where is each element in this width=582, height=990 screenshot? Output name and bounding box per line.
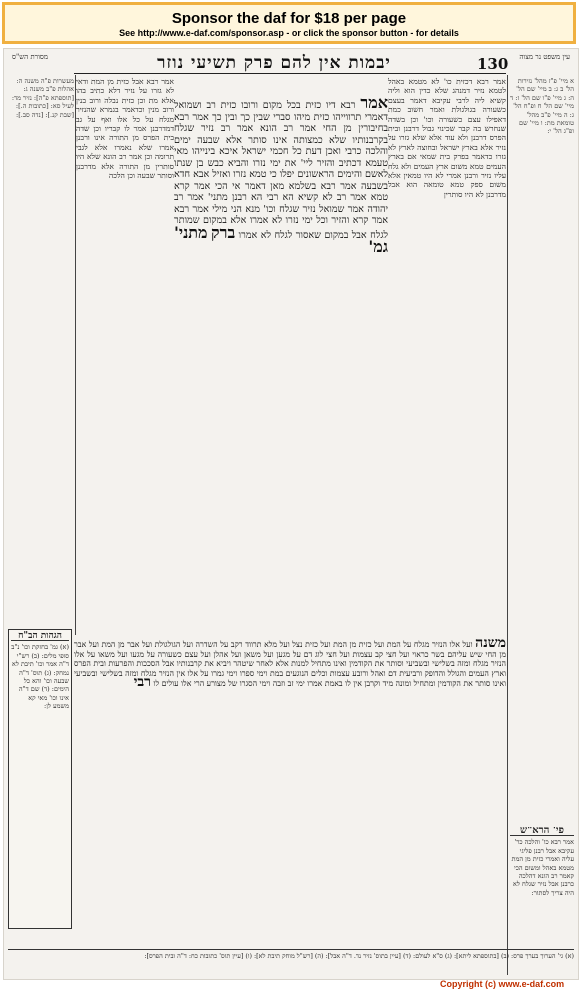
rosh-title: פי' הרא"ש xyxy=(510,827,574,836)
ein-mishpat-column: א מיי' פ"ז מהל' נזירות הל' ב ג: ב מיי' שם הל' ה: ג מיי' פ"ו שם הל' ז: ד מיי' שם הל' ח ופ"ח הל' ג: ה מיי' פ"ב מהל' טומאת מת: ו מיי' שם ופ"ג הל' י: xyxy=(510,77,574,136)
talmud-page-scan xyxy=(3,48,579,980)
gemara-text: רבא דיו כזית בכל מקום ורובו כזית רב ושמואל דאמרי תרווייהו כזית מיהו סברי שבין כך ובין כך אמר רבא בחיבורין מן החי אמר רב הונא אמר רב נזיר שגלח בקרבנותיו שלא כמצותה אינו סותר אלא שבעה ימים והלכה כרבי ואכן דעת כל חכמי ישראל איכא בינייהו מאי טעמא דכתיב והזיר ליי' את ימי נזרו והביא כבש בן שנתו לאשם והימים הראשונים יפלו כי טמא נזרו ואזיל אבא חדא בשבעה אמר רבא בשלמא מאן דאמר אי הכי אמר קרא טמא אמר רב לא קשיא הא רבי הא רבנן מתני' אמר רב יהודה אמר שמואל נזיר שגלח וכו' מנא הני מילי אמר רבא אמר קרא והזיר וכל ימי נזרו לא אמרו אלא במקום שמותר לגלח אבל במקום שאסור לגלח לא אמרו xyxy=(174,100,388,241)
tosafot-commentary xyxy=(76,77,174,637)
gemara-label-gemara: גמ' xyxy=(368,237,388,256)
margin-right-header: עין משפט נר מצוה xyxy=(519,53,570,61)
gemara-text-block xyxy=(174,97,388,709)
sponsor-banner[interactable] xyxy=(2,2,576,44)
rashi-text: אמר רבא דכזית כו' לא מטמא באהל לטמא נזיר דמנהג שלא כדין הוא וליה קשיא ליה לרבי עקיבא דאמר בעצם כשעורה בגולגולת ואמר חשוב כמת דאפילו עצם כשעורה וכו' וכן בשדה שנחרש בה קבר שכינוי גבול דרבנן ובית הפרס דרבנן ולא עוד אלא שלא גזרו על נזיר אלא בארץ ישראל ובחוצה לארץ לא גזרו כדאמר בפרק בית שמאי אם בארץ העמים טמא משום ארץ העמים ולא גלח עליו נזיר ורבנן אמרי לא היו טמאין אלא משום ספק טמא טומאה הוא אבל מדרבנן לא היו סותרין xyxy=(388,77,506,199)
mesoret-hashas-column: מעשרות פ"ה משנה ה: אהלות פ"ב משנה ג: [תוספתא פ"ה]: נזיר מד: לעיל סא: [כתובות ה.]: [שבת קנ.]: [נדה סב.]: xyxy=(11,77,74,119)
copyright-link[interactable]: Copyright (c) www.e-daf.com xyxy=(440,979,565,989)
hagahot-text: (א) גמ' בחזקת וכו' נ"ב סופי מלים: (ב) רש"י ד"ה אמר וכו' תיבת לא נמחק: (ג) תוס' ד"ה שבעה וכו' והא כל הימים: (ד) שם ד"ה אינו וכו' מאי קא משמע לן: xyxy=(11,643,69,711)
lower-text: ועל אלו הנזיר מגלח על המת ועל כזית מן המת ועל כזית נצל ועל מלא תרווד רקב על השדרה ועל הגולגולת ועל אבר מן המת ועל אבר מן החי שיש עליהם בשר כראוי ועל חצי קב עצמות ועל חצי לוג דם על מגען ועל משאן ועל אהלן ועל עצם כשעורה על מגעו ועל משאו על אלו הנזיר מגלח ומזה בשלישי ובשביעי וסותר את הקודמין ואינו מתחיל למנות אלא לאחר שיטהר ויביא את קרבנותיו אבל הסככות והפרעות ובית הפרס וארץ העמים והגולל והדופק ורביעית דם ואהל ורובע עצמות וכלים הנוגעים במת וימי ספרו וימי גמרו על אלו אין הנזיר מגלח ומזה בשלישי ובשביעי ואינו סותר את הקודמין ומתחיל ומונה מיד וקרבן אין לו באמת אמרו ימי זב וזבה וימי הסגרו של מצורע הרי אלו עולים לו xyxy=(74,640,506,689)
lower-opening-word: משנה xyxy=(475,639,506,651)
page-number: 130 xyxy=(477,55,509,73)
gemara-label-barak: ברק xyxy=(211,222,236,242)
sponsor-subtitle[interactable]: See http://www.e-daf.com/sponsor.asp - or click the sponsor button - for details xyxy=(119,28,459,38)
margin-left-header: מסורת הש"ס xyxy=(12,53,49,61)
gemara-label-matni: מתני' xyxy=(174,222,208,242)
sponsor-title[interactable]: Sponsor the daf for $18 per page xyxy=(171,10,407,27)
right-margin-divider xyxy=(507,75,508,975)
tosafot-text: אמר רבא אבל כזית מן המת ודאי לא גזרו על נזיר דלא כתיב בהו אלא מת וכן כזית נבלה ורוב בנין ורוב מנין וכדאמר בגמרא שהנזיר מגלח על כל אלו ואף על גב דמדרבנן אמר לו קבריו וכן שדה בית הפרס מן התורה אינו ורבנן אמרו שלא נאמרו אלא לגבי תרומה וכן אמר רב הונא שלא היו סותרין מן התורה אלא מדרבנן וסותר שבעה וכן הלכה xyxy=(76,77,174,181)
hagahot-title: הגהות הב"ח xyxy=(11,632,69,641)
lower-label-rabbi: רבי xyxy=(133,674,151,691)
rosh-text: אמר רבא כו' והלכה כר' עקיבא אבל רבנן פליגי עליה ואמרי כזית מן המת מטמא באהל ומשום הכי קאמר רב הונא דהלכה כרבנן אבל נזיר שגלח לא היה צריך לסתור: xyxy=(511,838,574,897)
hagahot-box xyxy=(8,629,72,929)
page-footnotes: (א) גי' הערוך בערך פרס: (ב) [בתוספתא ליתא]: (ג) ס"א לעולם: (ד) [עיין בתוס' נזיר נד. ד"ה אבל]: (ה) [רש"ל מוחק תיבת לא]: (ו) [עיין תוס' כתובות כח: ד"ה ובית הפרס]: xyxy=(8,949,574,980)
rosh-commentary xyxy=(510,827,574,947)
header-rule xyxy=(74,73,506,74)
gemara-opening-word: אמר xyxy=(360,97,388,112)
page-header: יבמות אין להם פרק תשיעי נוזר xyxy=(157,53,391,73)
lower-commentary-block xyxy=(74,639,506,944)
